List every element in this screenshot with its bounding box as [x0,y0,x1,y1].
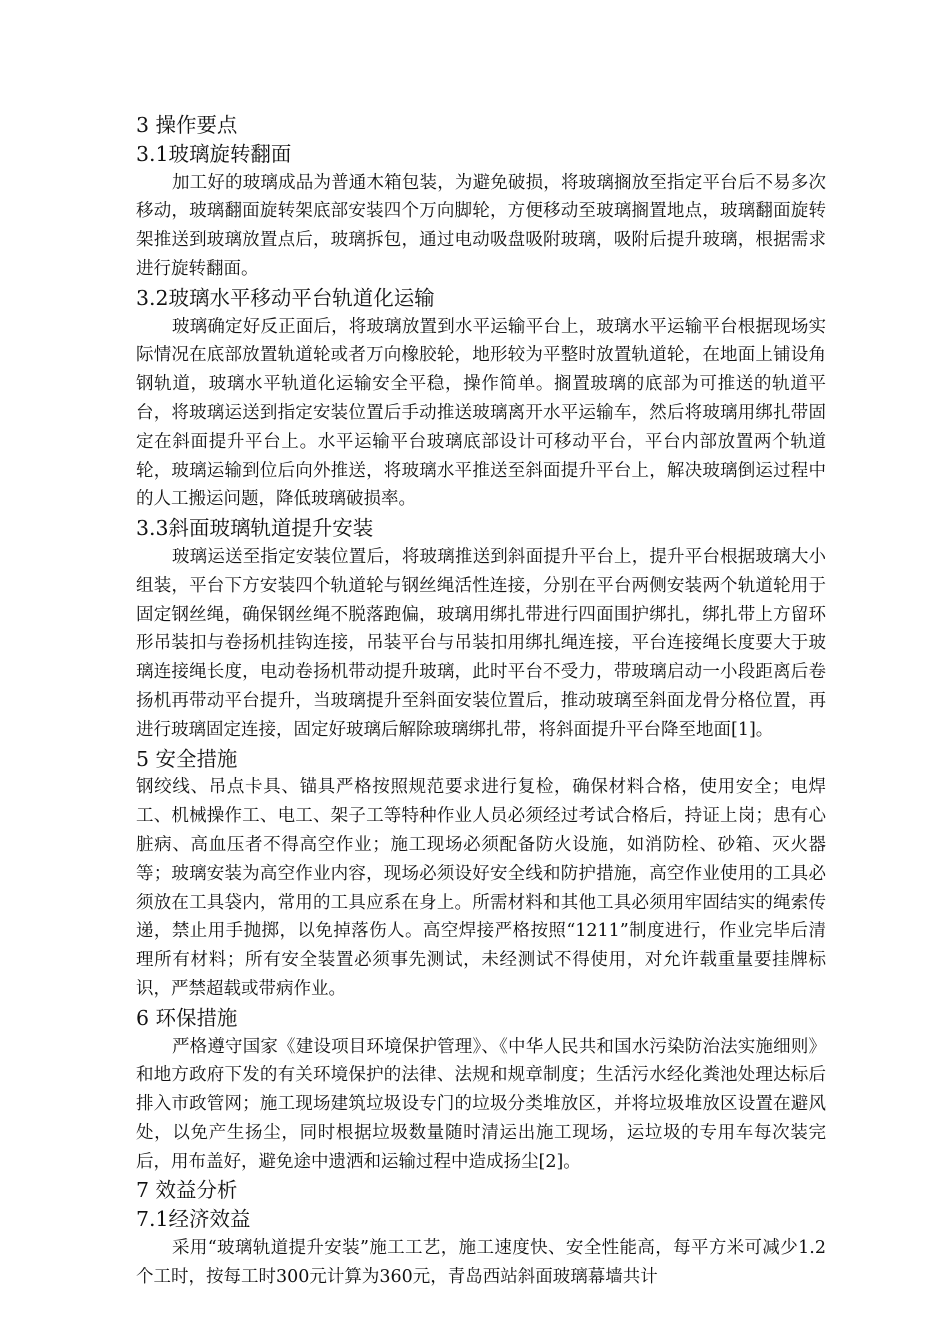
paragraph: 采用“玻璃轨道提升安装”施工工艺，施工速度快、安全性能高，每平方米可减少1.2个工时，按每工时300元计算为360元，青岛西站斜面玻璃幕墙共计 [136,1238,826,1287]
section-heading: 6 环保措施 [136,1005,238,1030]
subsection-heading: 3.1玻璃旋转翻面 [136,141,292,166]
paragraph: 加工好的玻璃成品为普通木箱包装，为避免破损，将玻璃搁放至指定平台后不易多次移动，玻璃翻面旋转架底部安装四个万向脚轮，方便移动至玻璃搁置地点，玻璃翻面旋转架推送到玻璃放置点后，玻璃拆包，通过电动吸盘吸附玻璃，吸附后提升玻璃，根据需求进行旋转翻面。 [136,172,826,279]
subsection-heading: 7.1经济效益 [136,1207,251,1232]
section-heading: 5 安全措施 [136,746,238,771]
paragraph: 严格遵守国家《建设项目环境保护管理》、《中华人民共和国水污染防治法实施细则》和地方政府下发的有关环境保护的法律、法规和规章制度；生活污水经化粪池处理达标后排入市政管网；施工现场建筑垃圾设专门的垃圾分类堆放区，并将垃圾堆放区设置在避风处，以免产生扬尘，同时根据垃圾数量随时清运出施工现场，运垃圾的专用车每次装完后，用布盖好，避免途中遗洒和运输过程中造成扬尘[2]。 [136,1036,826,1172]
subsection-heading: 3.3斜面玻璃轨道提升安装 [136,516,374,541]
section-heading: 7 效益分析 [136,1178,238,1203]
paragraph: 玻璃确定好反正面后，将玻璃放置到水平运输平台上，玻璃水平运输平台根据现场实际情况在底部放置轨道轮或者万向橡胶轮，地形较为平整时放置轨道轮，在地面上铺设角钢轨道，玻璃水平轨道化运输安全平稳，操作简单。搁置玻璃的底部为可推送的轨道平台，将玻璃运送到指定安装位置后手动推送玻璃离开水平运输车，然后将玻璃用绑扎带固定在斜面提升平台上。水平运输平台玻璃底部设计可移动平台，平台内部放置两个轨道轮，玻璃运输到位后向外推送，将玻璃水平推送至斜面提升平台上，解决玻璃倒运过程中的人工搬运问题，降低玻璃破损率。 [136,316,826,510]
document-body [136,111,826,1292]
paragraph: 玻璃运送至指定安装位置后，将玻璃推送到斜面提升平台上，提升平台根据玻璃大小组装，平台下方安装四个轨道轮与钢丝绳活性连接，分别在平台两侧安装两个轨道轮用于固定钢丝绳，确保钢丝绳不脱落跑偏，玻璃用绑扎带进行四面围护绑扎，绑扎带上方留环形吊装扣与卷扬机挂钩连接，吊装平台与吊装扣用绑扎绳连接，平台连接绳长度要大于玻璃连接绳长度，电动卷扬机带动提升玻璃，此时平台不受力，带玻璃启动一小段距离后卷扬机再带动平台提升，当玻璃提升至斜面安装位置后，推动玻璃至斜面龙骨分格位置，再进行玻璃固定连接，固定好玻璃后解除玻璃绑扎带，将斜面提升平台降至地面[1]。 [136,546,826,740]
paragraph: 钢绞线、吊点卡具、锚具严格按照规范要求进行复检，确保材料合格，使用安全；电焊工、机械操作工、电工、架子工等特种作业人员必须经过考试合格后，持证上岗；患有心脏病、高血压者不得高空作业；施工现场必须配备防火设施，如消防栓、砂箱、灭火器等；玻璃安装为高空作业内容，现场必须设好安全线和防护措施，高空作业使用的工具必须放在工具袋内，常用的工具应系在身上。所需材料和其他工具必须用牢固结实的绳索传递，禁止用手抛掷，以免掉落伤人。高空焊接严格按照“1211”制度进行，作业完毕后清理所有材料；所有安全装置必须事先测试，未经测试不得使用，对允许载重量要挂牌标识，严禁超载或带病作业。 [136,777,826,999]
section-heading: 3 操作要点 [136,113,238,137]
subsection-heading: 3.2玻璃水平移动平台轨道化运输 [136,285,435,310]
